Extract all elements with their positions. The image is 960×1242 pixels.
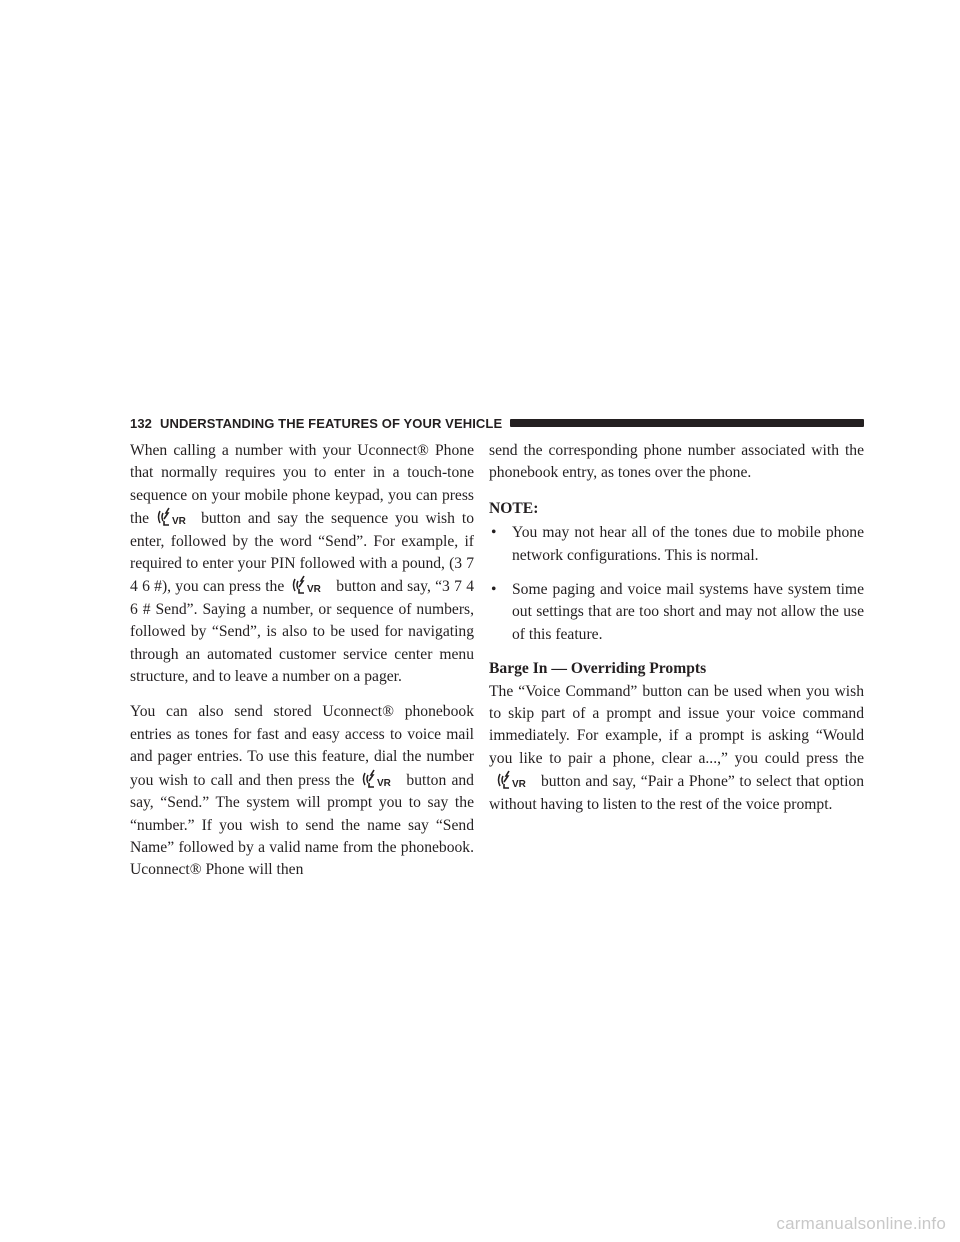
section-title: UNDERSTANDING THE FEATURES OF YOUR VEHICLE — [160, 415, 503, 431]
list-item — [489, 522, 864, 567]
barge-in-heading: Barge In — Overriding Prompts — [489, 660, 707, 678]
paragraph-text: When calling a number with your Uconnect® Phone that normally requires you to enter in a touch-tone sequence on your mobile phone keypad, you can press the — [130, 442, 474, 528]
left-column — [130, 440, 474, 895]
header-rule — [510, 419, 864, 427]
list-item-text: You may not hear all of the tones due to mobile phone network configurations. This is normal. — [512, 524, 864, 564]
note-list — [489, 522, 864, 646]
paragraph-text: button and say, “Pair a Phone” to select that option without having to listen to the rest of the voice prompt. — [489, 773, 864, 813]
paragraph-touch-tone — [130, 440, 474, 688]
paragraph-text: button and say, “Send.” The system will prompt you to say the “number.” If you wish to send the name say “Send Name” followed by a valid name from the phonebook. Uconnect® Phone will then — [130, 771, 474, 879]
bullet-icon: • — [491, 524, 497, 542]
svg-text:VR: VR — [377, 777, 392, 789]
paragraph-continued: send the corresponding phone number associated with the phonebook entry, as tones over the phone. — [489, 442, 864, 482]
voice-recognition-icon — [155, 507, 195, 527]
svg-text:VR: VR — [307, 584, 322, 596]
watermark: carmanualsonline.info — [776, 1214, 946, 1233]
voice-recognition-icon — [495, 770, 535, 790]
svg-text:VR: VR — [172, 516, 186, 528]
paragraph-text: The “Voice Command” button can be used when you wish to skip part of a prompt and issue your voice command immediately. For example, if a prompt is asking “Would you like to pair a phone, clear a...,” you could press the — [489, 682, 864, 767]
voice-recognition-icon — [290, 575, 330, 595]
voice-recognition-icon — [360, 769, 400, 789]
svg-text:VR: VR — [512, 779, 526, 791]
paragraph-text: You can also send stored Uconnect® phonebook entries as tones for fast and easy access to voice mail and pager entries. To use this feature, dial the number you wish to call and then press the — [130, 703, 474, 789]
paragraph-phonebook-tones — [130, 701, 474, 881]
page-header — [130, 412, 864, 434]
list-item — [489, 579, 864, 646]
page-number: 132 — [130, 415, 152, 431]
bullet-icon: • — [491, 581, 497, 599]
list-item-text: Some paging and voice mail systems have system time out settings that are too short and may not allow the use of this feature. — [512, 581, 864, 643]
note-heading: NOTE: — [489, 499, 539, 517]
paragraph-barge-in — [489, 681, 864, 816]
right-column — [489, 440, 864, 829]
paragraph-text: button and say, “3 7 4 6 # Send”. Saying a number, or sequence of numbers, followed by “Send”, is also to be used for navigating through an automated customer service center menu structure, and to leave a number on a pager. — [130, 578, 474, 686]
paragraph-text: button and say the sequence you wish to enter, followed by the word “Send”. For example, if required to enter your PIN followed with a pound, (3 7 4 6 #), you can press the — [130, 510, 474, 596]
